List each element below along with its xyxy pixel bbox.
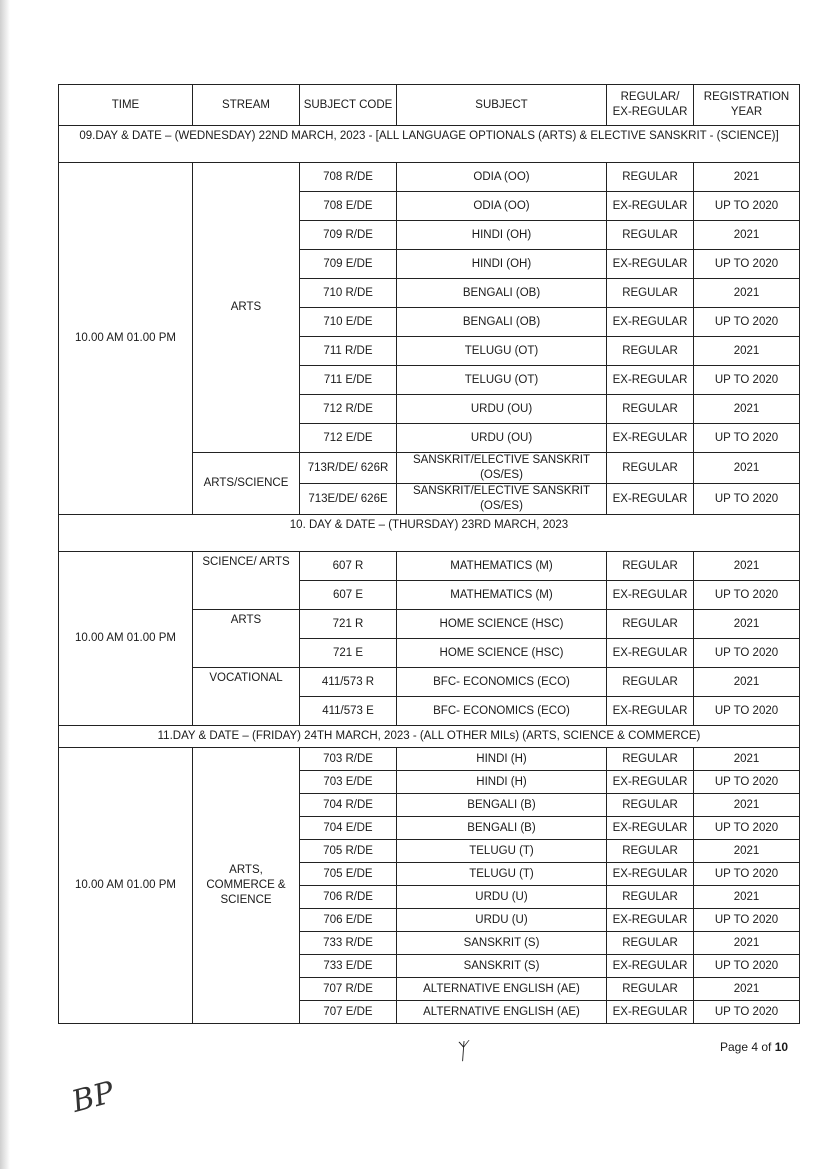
candidate-type: REGULAR [607,840,694,863]
header-subject: SUBJECT [397,85,607,126]
registration-year: UP TO 2020 [694,581,800,610]
candidate-type: EX-REGULAR [607,817,694,840]
registration-year: UP TO 2020 [694,909,800,932]
subject-name: MATHEMATICS (M) [397,581,607,610]
subject-name: URDU (U) [397,886,607,909]
candidate-type: REGULAR [607,886,694,909]
candidate-type: EX-REGULAR [607,909,694,932]
subject-code: 705 R/DE [300,840,397,863]
candidate-type: EX-REGULAR [607,192,694,221]
candidate-type: REGULAR [607,794,694,817]
subject-code: 708 R/DE [300,163,397,192]
subject-name: TELUGU (OT) [397,366,607,395]
candidate-type: REGULAR [607,748,694,771]
header-regular: REGULAR/ EX-REGULAR [607,85,694,126]
stream-name: ARTS [193,163,300,453]
stream-name: VOCATIONAL [193,668,300,726]
registration-year: 2021 [694,552,800,581]
subject-code: 721 E [300,639,397,668]
candidate-type: EX-REGULAR [607,955,694,978]
subject-name: SANSKRIT/ELECTIVE SANSKRIT (OS/ES) [397,453,607,484]
subject-code: 721 R [300,610,397,639]
registration-year: UP TO 2020 [694,817,800,840]
candidate-type: REGULAR [607,221,694,250]
subject-name: BENGALI (B) [397,794,607,817]
candidate-type: EX-REGULAR [607,366,694,395]
subject-code: 710 E/DE [300,308,397,337]
registration-year: 2021 [694,221,800,250]
subject-code: 709 E/DE [300,250,397,279]
subject-code: 704 R/DE [300,794,397,817]
subject-name: ALTERNATIVE ENGLISH (AE) [397,978,607,1001]
section-title-row [59,515,800,552]
subject-code: 705 E/DE [300,863,397,886]
registration-year: UP TO 2020 [694,308,800,337]
registration-year: 2021 [694,395,800,424]
section-title: 10. DAY & DATE – (THURSDAY) 23RD MARCH, 2023 [59,515,800,552]
subject-name: URDU (OU) [397,395,607,424]
candidate-type: EX-REGULAR [607,581,694,610]
table-row [59,552,800,581]
subject-code: 712 R/DE [300,395,397,424]
table-row [59,748,800,771]
subject-code: 704 E/DE [300,817,397,840]
subject-name: TELUGU (OT) [397,337,607,366]
subject-code: 733 R/DE [300,932,397,955]
subject-name: HOME SCIENCE (HSC) [397,610,607,639]
subject-name: SANSKRIT/ELECTIVE SANSKRIT (OS/ES) [397,484,607,515]
subject-name: HINDI (OH) [397,250,607,279]
subject-code: 733 E/DE [300,955,397,978]
candidate-type: REGULAR [607,932,694,955]
candidate-type: EX-REGULAR [607,771,694,794]
subject-name: SANSKRIT (S) [397,932,607,955]
subject-code: 706 E/DE [300,909,397,932]
candidate-type: REGULAR [607,395,694,424]
subject-code: 712 E/DE [300,424,397,453]
registration-year: 2021 [694,163,800,192]
subject-name: ODIA (OO) [397,192,607,221]
subject-name: BFC- ECONOMICS (ECO) [397,697,607,726]
candidate-type: REGULAR [607,279,694,308]
registration-year: UP TO 2020 [694,424,800,453]
candidate-type: EX-REGULAR [607,484,694,515]
header-stream: STREAM [193,85,300,126]
exam-time: 10.00 AM 01.00 PM [59,552,193,726]
subject-name: ALTERNATIVE ENGLISH (AE) [397,1001,607,1024]
subject-code: 713R/DE/ 626R [300,453,397,484]
registration-year: 2021 [694,978,800,1001]
stream-name: ARTS [193,610,300,668]
candidate-type: REGULAR [607,163,694,192]
subject-code: 411/573 E [300,697,397,726]
registration-year: 2021 [694,748,800,771]
handwritten-signature: BP [68,1075,119,1120]
subject-name: SANSKRIT (S) [397,955,607,978]
candidate-type: REGULAR [607,552,694,581]
section-title-row [59,726,800,748]
candidate-type: REGULAR [607,453,694,484]
scan-edge-shadow [0,0,10,1169]
table-row [59,163,800,192]
section-title: 09.DAY & DATE – (WEDNESDAY) 22ND MARCH, 2023 - [ALL LANGUAGE OPTIONALS (ARTS) & ELECTIVE SANSKRIT - (SCIENCE)] [59,126,800,163]
subject-code: 703 E/DE [300,771,397,794]
candidate-type: REGULAR [607,610,694,639]
subject-code: 709 R/DE [300,221,397,250]
candidate-type: REGULAR [607,978,694,1001]
registration-year: UP TO 2020 [694,639,800,668]
registration-year: UP TO 2020 [694,1001,800,1024]
subject-name: TELUGU (T) [397,840,607,863]
registration-year: 2021 [694,840,800,863]
registration-year: UP TO 2020 [694,192,800,221]
candidate-type: REGULAR [607,668,694,697]
candidate-type: REGULAR [607,337,694,366]
header-time: TIME [59,85,193,126]
subject-name: HINDI (H) [397,748,607,771]
exam-time: 10.00 AM 01.00 PM [59,748,193,1024]
subject-code: 710 R/DE [300,279,397,308]
subject-code: 711 E/DE [300,366,397,395]
subject-code: 706 R/DE [300,886,397,909]
subject-code: 707 E/DE [300,1001,397,1024]
registration-year: 2021 [694,794,800,817]
registration-year: 2021 [694,932,800,955]
subject-code: 713E/DE/ 626E [300,484,397,515]
candidate-type: EX-REGULAR [607,697,694,726]
page-number: Page 4 of 10 [720,1040,789,1054]
subject-name: TELUGU (T) [397,863,607,886]
subject-code: 607 R [300,552,397,581]
section-title: 11.DAY & DATE – (FRIDAY) 24TH MARCH, 2023 - (ALL OTHER MILs) (ARTS, SCIENCE & COMMERCE) [59,726,800,748]
subject-code: 703 R/DE [300,748,397,771]
stream-name: SCIENCE/ ARTS [193,552,300,610]
registration-year: UP TO 2020 [694,697,800,726]
registration-year: UP TO 2020 [694,771,800,794]
subject-name: HINDI (OH) [397,221,607,250]
header-row [59,85,800,126]
subject-name: BENGALI (B) [397,817,607,840]
subject-code: 711 R/DE [300,337,397,366]
subject-name: MATHEMATICS (M) [397,552,607,581]
candidate-type: EX-REGULAR [607,308,694,337]
candidate-type: EX-REGULAR [607,424,694,453]
schedule-body [59,126,800,1024]
stream-name: ARTS, COMMERCE & SCIENCE [193,748,300,1024]
registration-year: UP TO 2020 [694,366,800,395]
registration-year: 2021 [694,610,800,639]
subject-code: 607 E [300,581,397,610]
exam-schedule-table [58,84,800,1024]
registration-year: 2021 [694,886,800,909]
candidate-type: EX-REGULAR [607,250,694,279]
exam-time: 10.00 AM 01.00 PM [59,163,193,515]
registration-year: UP TO 2020 [694,955,800,978]
subject-code: 708 E/DE [300,192,397,221]
registration-year: UP TO 2020 [694,484,800,515]
initial-mark: ᛉ [452,1039,471,1066]
registration-year: UP TO 2020 [694,863,800,886]
subject-name: HOME SCIENCE (HSC) [397,639,607,668]
subject-name: URDU (OU) [397,424,607,453]
subject-name: BENGALI (OB) [397,279,607,308]
registration-year: 2021 [694,279,800,308]
subject-name: BFC- ECONOMICS (ECO) [397,668,607,697]
registration-year: 2021 [694,668,800,697]
stream-name: ARTS/SCIENCE [193,453,300,515]
candidate-type: EX-REGULAR [607,639,694,668]
subject-code: 411/573 R [300,668,397,697]
candidate-type: EX-REGULAR [607,863,694,886]
header-subject-code: SUBJECT CODE [300,85,397,126]
candidate-type: EX-REGULAR [607,1001,694,1024]
registration-year: 2021 [694,453,800,484]
registration-year: 2021 [694,337,800,366]
registration-year: UP TO 2020 [694,250,800,279]
subject-name: URDU (U) [397,909,607,932]
subject-name: HINDI (H) [397,771,607,794]
section-title-row [59,126,800,163]
subject-name: ODIA (OO) [397,163,607,192]
subject-code: 707 R/DE [300,978,397,1001]
subject-name: BENGALI (OB) [397,308,607,337]
header-registration-year: REGISTRATION YEAR [694,85,800,126]
